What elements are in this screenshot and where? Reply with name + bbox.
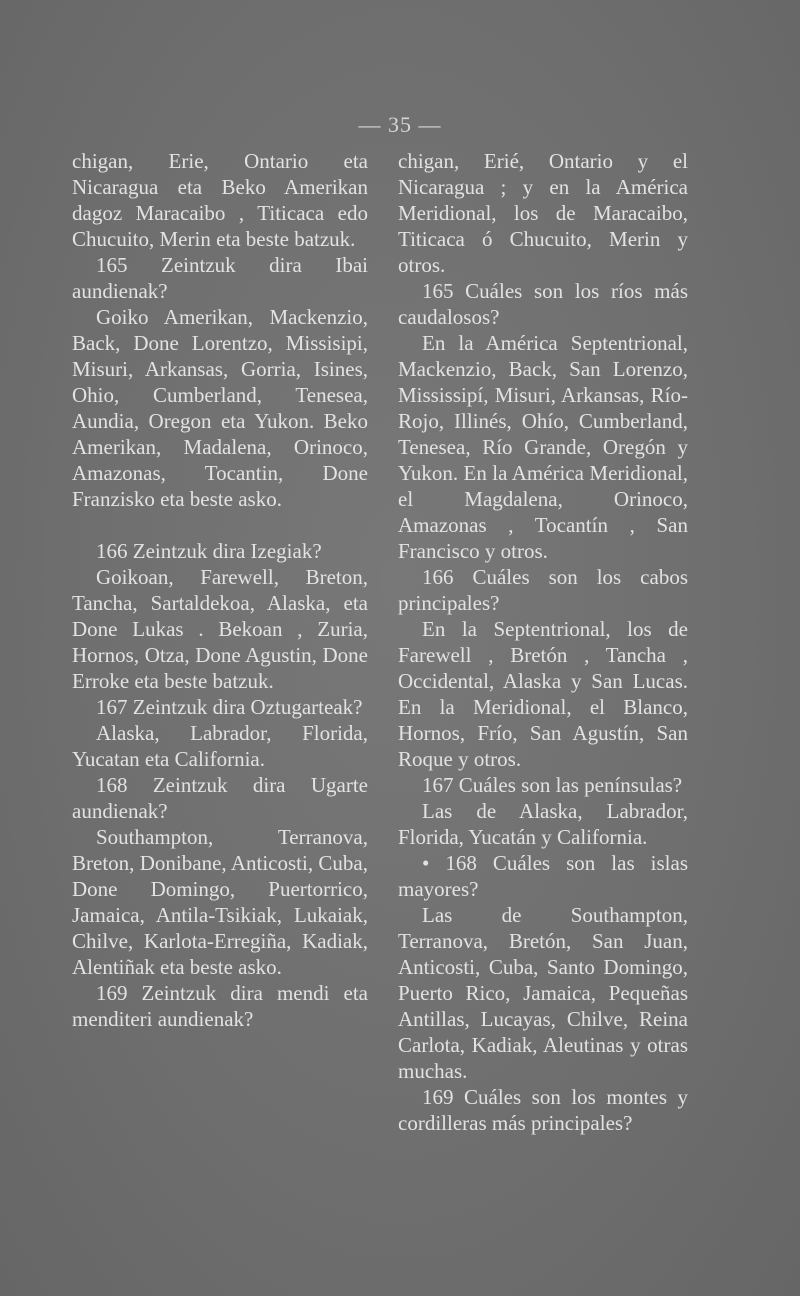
paragraph-gap bbox=[72, 512, 368, 538]
basque-column bbox=[72, 148, 368, 1032]
page-number: — 35 — bbox=[358, 112, 442, 137]
paragraph: Las de Alaska, Labrador, Florida, Yucatán y California. bbox=[398, 799, 688, 849]
paragraph: 167 Zeintzuk dira Oztugarteak? bbox=[96, 695, 363, 719]
paragraph: 169 Zeintzuk dira mendi eta menditeri aundienak? bbox=[72, 981, 368, 1031]
paragraph: 168 Zeintzuk dira Ugarte aundienak? bbox=[72, 773, 368, 823]
paragraph: Goiko Amerikan, Mackenzio, Back, Done Lorentzo, Missisipi, Misuri, Arkansas, Gorria, Isines, Ohio, Cumberland, Tenesea, Aundia, Oregon eta Yukon. Beko Amerikan, Madalena, Orinoco, Amazonas, Tocantin, Done Franzisko eta beste asko. bbox=[72, 305, 368, 511]
paragraph: Las de Southampton, Terranova, Bretón, San Juan, Anticosti, Cuba, Santo Domingo, Puerto Rico, Jamaica, Pequeñas Antillas, Lucayas, Chilve, Reina Carlota, Kadiak, Aleutinas y otras muchas. bbox=[398, 903, 688, 1083]
paragraph: chigan, Erié, Ontario y el Nicaragua ; y en la América Meridional, los de Maracaibo, Titicaca ó Chucuito, Merin y otros. bbox=[398, 149, 688, 277]
paragraph: 165 Cuáles son los ríos más caudalosos? bbox=[398, 279, 688, 329]
paragraph: • 168 Cuáles son las islas mayores? bbox=[398, 851, 688, 901]
paragraph: 169 Cuáles son los montes y cordilleras más principales? bbox=[398, 1085, 688, 1135]
paragraph: Goikoan, Farewell, Breton, Tancha, Sartaldekoa, Alaska, eta Done Lukas . Bekoan , Zuria, Hornos, Otza, Done Agustin, Done Erroke eta beste batzuk. bbox=[72, 565, 368, 693]
paragraph: chigan, Erie, Ontario eta Nicaragua eta Beko Amerikan dagoz Maracaibo , Titicaca edo Chucuito, Merin eta beste batzuk. bbox=[72, 149, 368, 251]
paragraph: 165 Zeintzuk dira Ibai aundienak? bbox=[72, 253, 368, 303]
paragraph: 166 Cuáles son los cabos principales? bbox=[398, 565, 688, 615]
spanish-column bbox=[398, 148, 688, 1136]
paragraph: 167 Cuáles son las penínsulas? bbox=[422, 773, 683, 797]
paragraph: 166 Zeintzuk dira Izegiak? bbox=[96, 539, 322, 563]
paragraph: En la América Septentrional, Mackenzio, Back, San Lorenzo, Mississipí, Misuri, Arkansas, Río-Rojo, Illinés, Ohío, Cumberland, Tenesea, Río Grande, Oregón y Yukon. En la América Meridional, el Magdalena, Orinoco, Amazonas , Tocantín , San Francisco y otros. bbox=[398, 331, 688, 563]
paragraph: En la Septentrional, los de Farewell , Bretón , Tancha , Occidental, Alaska y San Lucas. En la Meridional, el Blanco, Hornos, Frío, San Agustín, San Roque y otros. bbox=[398, 617, 688, 771]
paragraph: Southampton, Terranova, Breton, Donibane, Anticosti, Cuba, Done Domingo, Puertorrico, Jamaica, Antila-Tsikiak, Lukaiak, Chilve, Karlota-Erregiña, Kadiak, Alentiñak eta beste asko. bbox=[72, 825, 368, 979]
paragraph: Alaska, Labrador, Florida, Yucatan eta California. bbox=[72, 721, 368, 771]
